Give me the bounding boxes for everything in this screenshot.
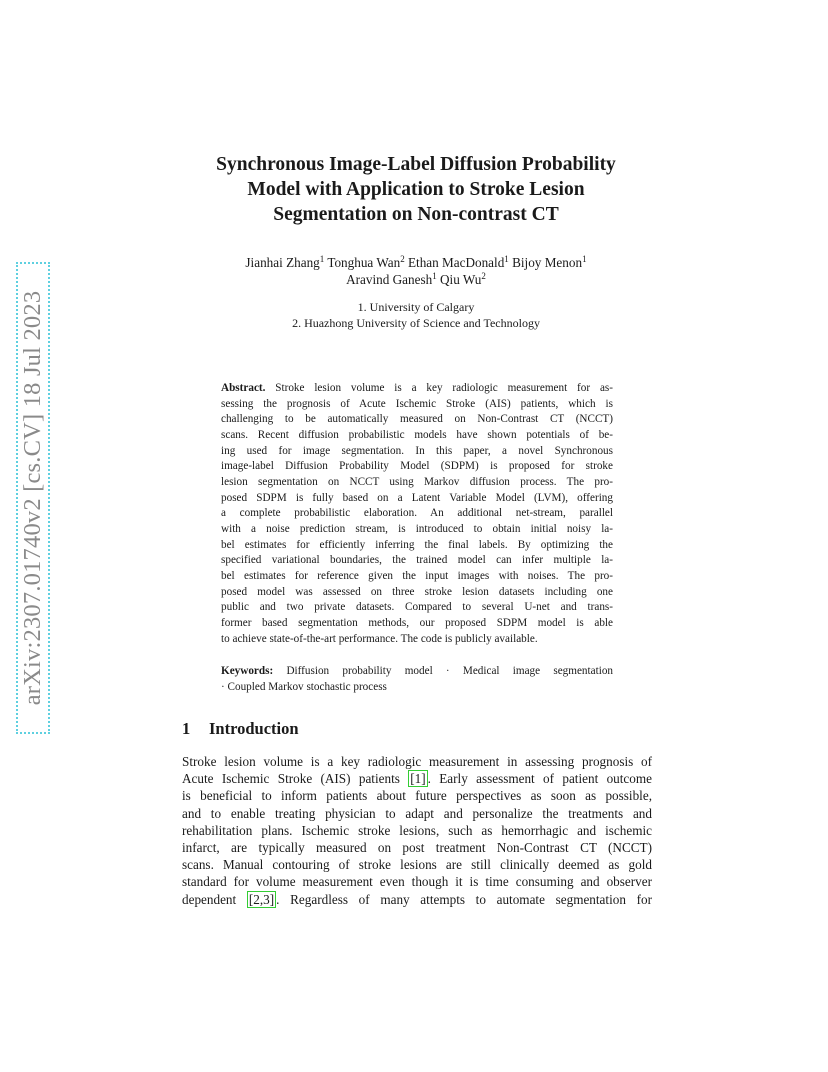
affiliation-mark: 2	[400, 254, 405, 264]
abstract-line: bel estimates for reference given the input images with noises. The pro-	[221, 569, 613, 582]
abstract-line: specified variational boundaries, the trained model can infer multiple la-	[221, 554, 613, 567]
body-line: is beneficial to inform patients about future perspectives as soon as possible,	[182, 788, 652, 804]
affiliation: 1. University of Calgary	[357, 300, 475, 314]
author-name: Qiu Wu	[440, 272, 482, 287]
section-heading	[182, 718, 652, 740]
abstract-line: former based segmentation methods, our proposed SDPM model is able	[221, 616, 613, 629]
paper-title	[180, 152, 652, 227]
intro-paragraph	[182, 753, 652, 908]
body-line: infarct, are typically measured on post treatment Non-Contrast CT (NCCT)	[182, 840, 652, 856]
affiliation-mark: 1	[582, 254, 587, 264]
author-line	[180, 254, 652, 271]
keywords-label: Keywords:	[221, 665, 274, 677]
author-name: Ethan MacDonald	[407, 255, 505, 270]
keywords-line: Keywords: Diffusion probability model · Medical image segmentation	[221, 665, 614, 677]
arxiv-identifier: arXiv:2307.01740v2 [cs.CV] 18 Jul 2023	[19, 290, 46, 706]
abstract	[221, 381, 613, 647]
abstract-line: Abstract. Stroke lesion volume is a key radiologic measurement for as-	[221, 382, 613, 394]
keywords-line: · Coupled Markov stochastic process	[221, 680, 387, 693]
abstract-line: to achieve state-of-the-art performance. The code is publicly available.	[221, 632, 538, 645]
body-line: and to enable treating physician to adapt and personalize the treatments and	[182, 805, 652, 821]
affiliation: 2. Huazhong University of Science and Technology	[292, 316, 540, 330]
author-name: Aravind Ganesh	[346, 272, 433, 287]
section-number: 1	[182, 719, 191, 738]
author-name: Tonghua Wan	[327, 255, 401, 270]
title-line: Model with Application to Stroke Lesion	[247, 179, 585, 200]
abstract-line: bel estimates for efficiently inferring the final labels. By optimizing the	[221, 538, 613, 551]
abstract-line: ing used for image segmentation. In this paper, a novel Synchronous	[221, 444, 613, 457]
abstract-line: lesion segmentation on NCCT using Markov diffusion process. The pro-	[221, 475, 613, 488]
affiliation-mark: 1	[504, 254, 509, 264]
body-line: scans. Manual contouring of stroke lesions are still clinically deemed as gold	[182, 857, 652, 873]
abstract-line: scans. Recent diffusion probabilistic models have shown potentials of be-	[221, 428, 613, 441]
abstract-line: image-label Diffusion Probability Model (SDPM) is proposed for stroke	[221, 460, 613, 473]
body-line: dependent [2,3] . Regardless of many attempts to automate segmentation for	[182, 891, 652, 907]
citation-link[interactable]: [1]	[410, 771, 426, 787]
affiliation-list	[180, 299, 652, 331]
affiliation-mark: 2	[481, 271, 486, 281]
abstract-line: posed SDPM is fully based on a Latent Variable Model (LVM), offering	[221, 491, 613, 504]
abstract-line: a complete probabilistic elaboration. An additional net-stream, parallel	[221, 507, 613, 520]
arxiv-stamp[interactable]	[16, 262, 50, 734]
body-line: rehabilitation plans. Ischemic stroke lesions, such as hemorrhagic and ischemic	[182, 822, 652, 838]
body-line: Stroke lesion volume is a key radiologic measurement in assessing prognosis of	[182, 754, 652, 769]
author-line	[180, 271, 652, 288]
title-line: Segmentation on Non-contrast CT	[273, 204, 559, 225]
section-title: Introduction	[209, 719, 299, 738]
abstract-line: public and two private datasets. Compared to several U-net and trans-	[221, 601, 613, 614]
abstract-line: posed model was assessed on three stroke lesion datasets including one	[221, 585, 613, 598]
author-name: Jianhai Zhang	[245, 255, 320, 270]
keywords	[221, 664, 613, 695]
abstract-label: Abstract.	[221, 382, 266, 394]
abstract-line: sessing the prognosis of Acute Ischemic Stroke (AIS) patients, which is	[221, 397, 613, 410]
affiliation-mark: 1	[319, 254, 325, 264]
affiliation-mark: 1	[432, 271, 437, 281]
abstract-line: challenging to be automatically measured on Non-Contrast CT (NCCT)	[221, 413, 613, 426]
body-line: standard for volume measurement even though it is time consuming and observer	[182, 874, 652, 890]
title-line: Synchronous Image-Label Diffusion Probability	[216, 154, 616, 175]
author-list	[180, 254, 652, 288]
abstract-line: with a noise prediction stream, is introduced to obtain initial noisy la-	[221, 522, 613, 535]
author-name: Bijoy Menon	[512, 255, 583, 270]
body-line: Acute Ischemic Stroke (AIS) patients [1] . Early assessment of patient outcome	[182, 771, 652, 787]
citation-link[interactable]: [2,3]	[248, 891, 275, 907]
